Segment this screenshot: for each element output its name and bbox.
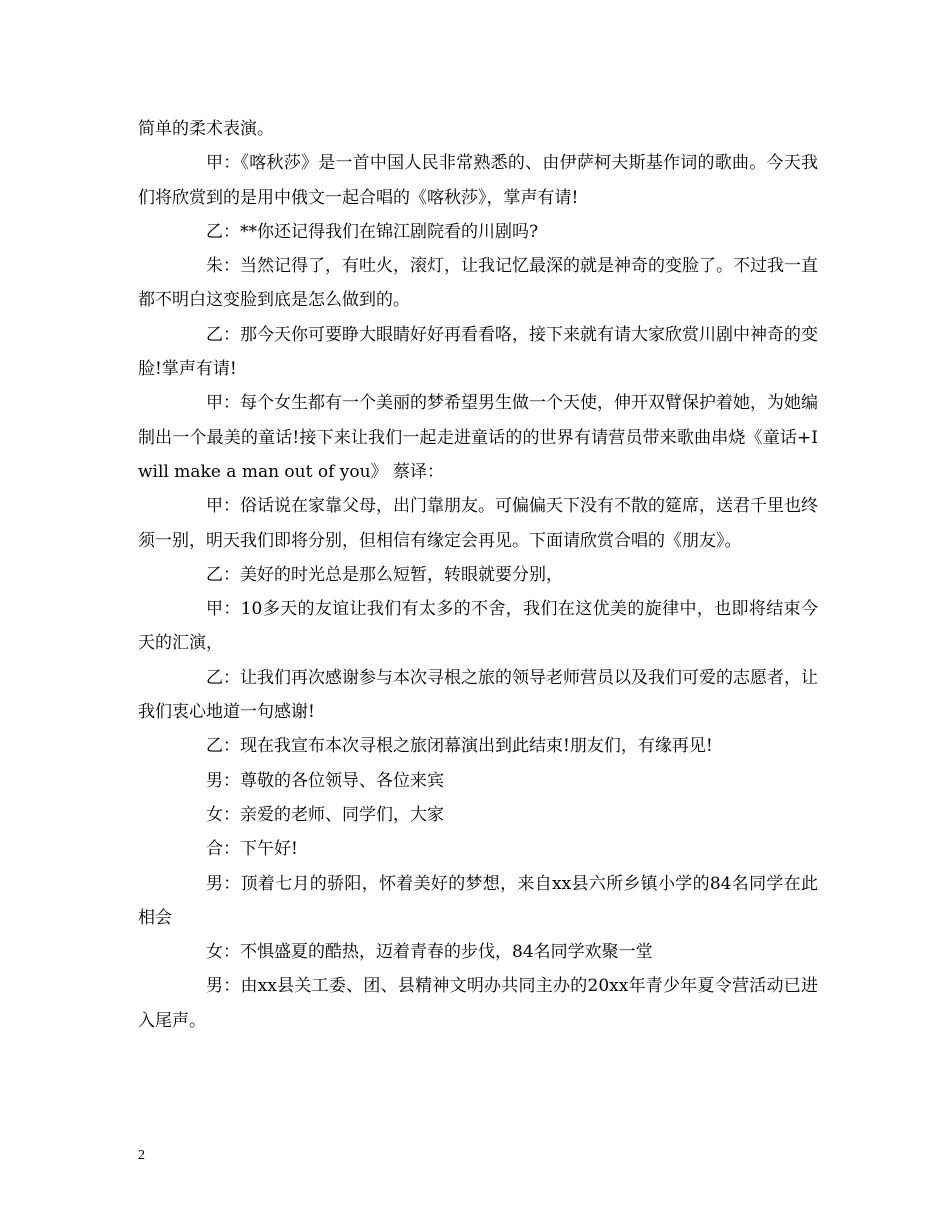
paragraph: 乙：让我们再次感谢参与本次寻根之旅的领导老师营员以及我们可爱的志愿者，让我们衷心地道一句感谢! xyxy=(138,667,818,723)
paragraph: 乙：美好的时光总是那么短暂，转眼就要分别， xyxy=(206,564,563,585)
page-number: 2 xyxy=(138,1148,145,1163)
paragraph: 甲：10多天的友谊让我们有太多的不舍，我们在这优美的旋律中，也即将结束今天的汇演， xyxy=(138,599,818,654)
document-body xyxy=(138,112,818,1038)
paragraph: 女：亲爱的老师、同学们，大家 xyxy=(206,804,444,825)
paragraph: 乙：现在我宣布本次寻根之旅闭幕演出到此结束!朋友们，有缘再见! xyxy=(206,736,713,757)
paragraph: 乙：**你还记得我们在锦江剧院看的川剧吗? xyxy=(206,221,539,242)
paragraph: 甲：每个女生都有一个美丽的梦希望男生做一个天使，伸开双臂保护着她，为她编制出一个最美的童话!接下来让我们一起走进童话的的世界有请营员带来歌曲串烧《童话+I will make a man out of you》 蔡译： xyxy=(138,393,818,482)
paragraph: 乙：那今天你可要睁大眼睛好好再看看咯，接下来就有请大家欣赏川剧中神奇的变脸!掌声有请! xyxy=(138,324,818,380)
paragraph: 朱：当然记得了，有吐火，滚灯，让我记忆最深的就是神奇的变脸了。不过我一直都不明白这变脸到底是怎么做到的。 xyxy=(138,256,818,311)
paragraph: 甲：《喀秋莎》是一首中国人民非常熟悉的、由伊萨柯夫斯基作词的歌曲。今天我们将欣赏到的是用中俄文一起合唱的《喀秋莎》，掌声有请! xyxy=(138,153,818,208)
paragraph: 女：不惧盛夏的酷热，迈着青春的步伐，84名同学欢聚一堂 xyxy=(206,942,653,963)
paragraph: 合：下午好! xyxy=(206,839,298,860)
paragraph: 男：顶着七月的骄阳，怀着美好的梦想，来自xx县六所乡镇小学的84名同学在此相会 xyxy=(138,873,818,928)
paragraph: 男：尊敬的各位领导、各位来宾 xyxy=(206,770,444,791)
paragraph: 甲：俗话说在家靠父母，出门靠朋友。可偏偏天下没有不散的筵席，送君千里也终须一别，明天我们即将分别，但相信有缘定会再见。下面请欣赏合唱的《朋友》。 xyxy=(138,496,818,551)
paragraph: 简单的柔术表演。 xyxy=(138,119,274,139)
paragraph: 男：由xx县关工委、团、县精神文明办共同主办的20xx年青少年夏令营活动已进入尾声。 xyxy=(138,976,818,1031)
